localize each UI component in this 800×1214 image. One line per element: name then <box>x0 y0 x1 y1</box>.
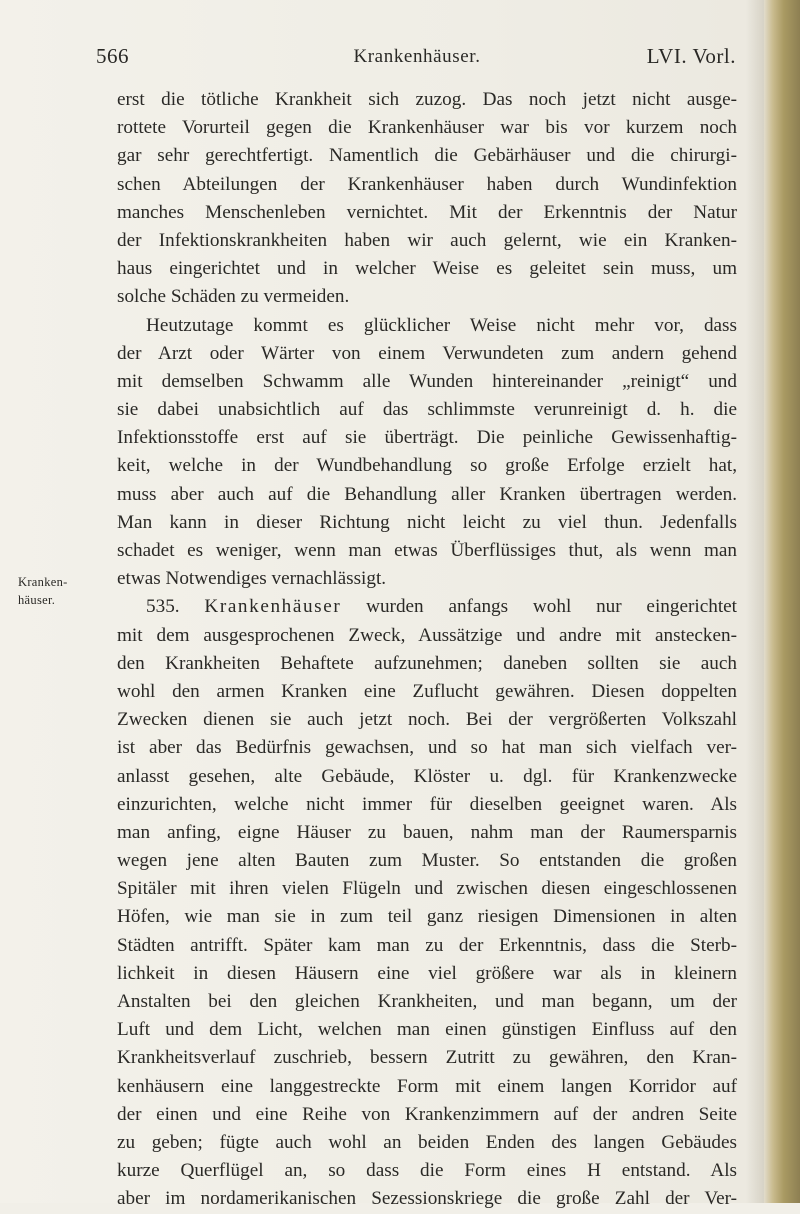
text-line: solche Schäden zu vermeiden. <box>117 286 350 308</box>
text-line: der Arzt oder Wärter von einem Verwundeten zum andern gehend <box>117 342 737 364</box>
text-line: anlasst gesehen, alte Gebäude, Klöster u. dgl. für Krankenzwecke <box>117 765 737 787</box>
page-edge-shadow <box>746 0 764 1203</box>
page-edge <box>764 0 800 1203</box>
text-line: mit demselben Schwamm alle Wunden hintereinander „reinigt“ und <box>117 370 737 392</box>
text-line: sie dabei unabsichtlich auf das schlimmste verunreinigt d. h. die <box>117 399 737 421</box>
text-line: Infektionsstoffe erst auf sie überträgt. Die peinliche Gewissenhaftig- <box>117 427 737 449</box>
text-line: haus eingerichtet und in welcher Weise es geleitet sein muss, um <box>117 258 737 280</box>
text-line: etwas Notwendiges vernachlässigt. <box>117 568 387 590</box>
text-line: rottete Vorurteil gegen die Krankenhäuser war bis vor kurzem noch <box>117 117 737 139</box>
page-header <box>96 44 738 78</box>
text-line: den Krankheiten Behaftete aufzunehmen; daneben sollten sie auch <box>117 652 737 674</box>
text-line: wegen jene alten Bauten zum Muster. So entstanden die großen <box>117 850 737 872</box>
text-line: schadet es weniger, wenn man etwas Überflüssiges thut, als wenn man <box>117 540 737 561</box>
section-mark: LVI. Vorl. <box>646 44 736 68</box>
margin-note-line: häuser. <box>18 593 56 607</box>
text-line: manches Menschenleben vernichtet. Mit der Erkenntnis der Natur <box>117 201 737 223</box>
text-line: schen Abteilungen der Krankenhäuser haben durch Wundinfektion <box>117 173 737 195</box>
text-line: Luft und dem Licht, welchen man einen günstigen Einfluss auf den <box>117 1019 737 1041</box>
text-line: einzurichten, welche nicht immer für dieselben geeignet waren. Als <box>117 793 737 815</box>
running-title: Krankenhäuser. <box>353 46 481 67</box>
margin-note <box>18 573 68 609</box>
section-number: 535. <box>146 596 180 618</box>
text-line: mit dem ausgesprochenen Zweck, Aussätzige und andre mit anstecken- <box>117 624 737 646</box>
text-line: gar sehr gerechtfertigt. Namentlich die Gebärhäuser und die chirurgi- <box>117 145 737 167</box>
text-line: zu geben; fügte auch wohl an beiden Enden des langen Gebäudes <box>117 1131 737 1153</box>
text-line: erst die tötliche Krankheit sich zuzog. Das noch jetzt nicht ausge- <box>117 89 737 110</box>
text-line: wohl den armen Kranken eine Zuflucht gewähren. Diesen doppelten <box>117 680 737 702</box>
text-line: Anstalten bei den gleichen Krankheiten, und man begann, um der <box>117 991 737 1012</box>
text-line: man anfing, eigne Häuser zu bauen, nahm man der Raumersparnis <box>117 821 737 843</box>
body-text <box>117 86 737 1214</box>
text-line: Heutzutage kommt es glücklicher Weise nicht mehr vor, dass <box>146 314 737 336</box>
text-line: wurden anfangs wohl nur eingerichtet <box>341 596 737 618</box>
section-start-line <box>117 593 737 621</box>
text-line: lichkeit in diesen Häusern eine viel größere war als in kleinern <box>117 962 737 984</box>
text-line: der Infektionskrankheiten haben wir auch gelernt, wie ein Kranken- <box>117 229 737 251</box>
text-line: aber im nordamerikanischen Sezessionskriege die große Zahl der Ver- <box>117 1188 737 1210</box>
text-line: Höfen, wie man sie in zum teil ganz riesigen Dimensionen in alten <box>117 906 737 928</box>
text-line: muss aber auch auf die Behandlung aller Kranken übertragen werden. <box>117 483 737 505</box>
page-number: 566 <box>96 44 129 68</box>
text-line: Krankheitsverlauf zuschrieb, bessern Zutritt zu gewähren, den Kran- <box>117 1047 737 1069</box>
text-line: keit, welche in der Wundbehandlung so große Erfolge erzielt hat, <box>117 455 737 477</box>
text-line: kenhäusern eine langgestreckte Form mit einem langen Korridor auf <box>117 1075 737 1097</box>
margin-note-line: Kranken- <box>18 575 68 589</box>
text-line: Zwecken dienen sie auch jetzt noch. Bei der vergrößerten Volkszahl <box>117 709 737 731</box>
text-line: Spitäler mit ihren vielen Flügeln und zwischen diesen eingeschlossenen <box>117 878 737 900</box>
text-line: der einen und eine Reihe von Krankenzimmern auf der andren Seite <box>117 1103 737 1125</box>
text-line: Städten antrifft. Später kam man zu der Erkenntnis, dass die Sterb- <box>117 934 737 956</box>
text-line: Man kann in dieser Richtung nicht leicht zu viel thun. Jedenfalls <box>117 511 737 533</box>
text-line: kurze Querflügel an, so dass die Form eines H entstand. Als <box>117 1160 737 1182</box>
section-heading: Krankenhäuser <box>204 596 342 618</box>
text-line: ist aber das Bedürfnis gewachsen, und so hat man sich vielfach ver- <box>117 737 737 759</box>
